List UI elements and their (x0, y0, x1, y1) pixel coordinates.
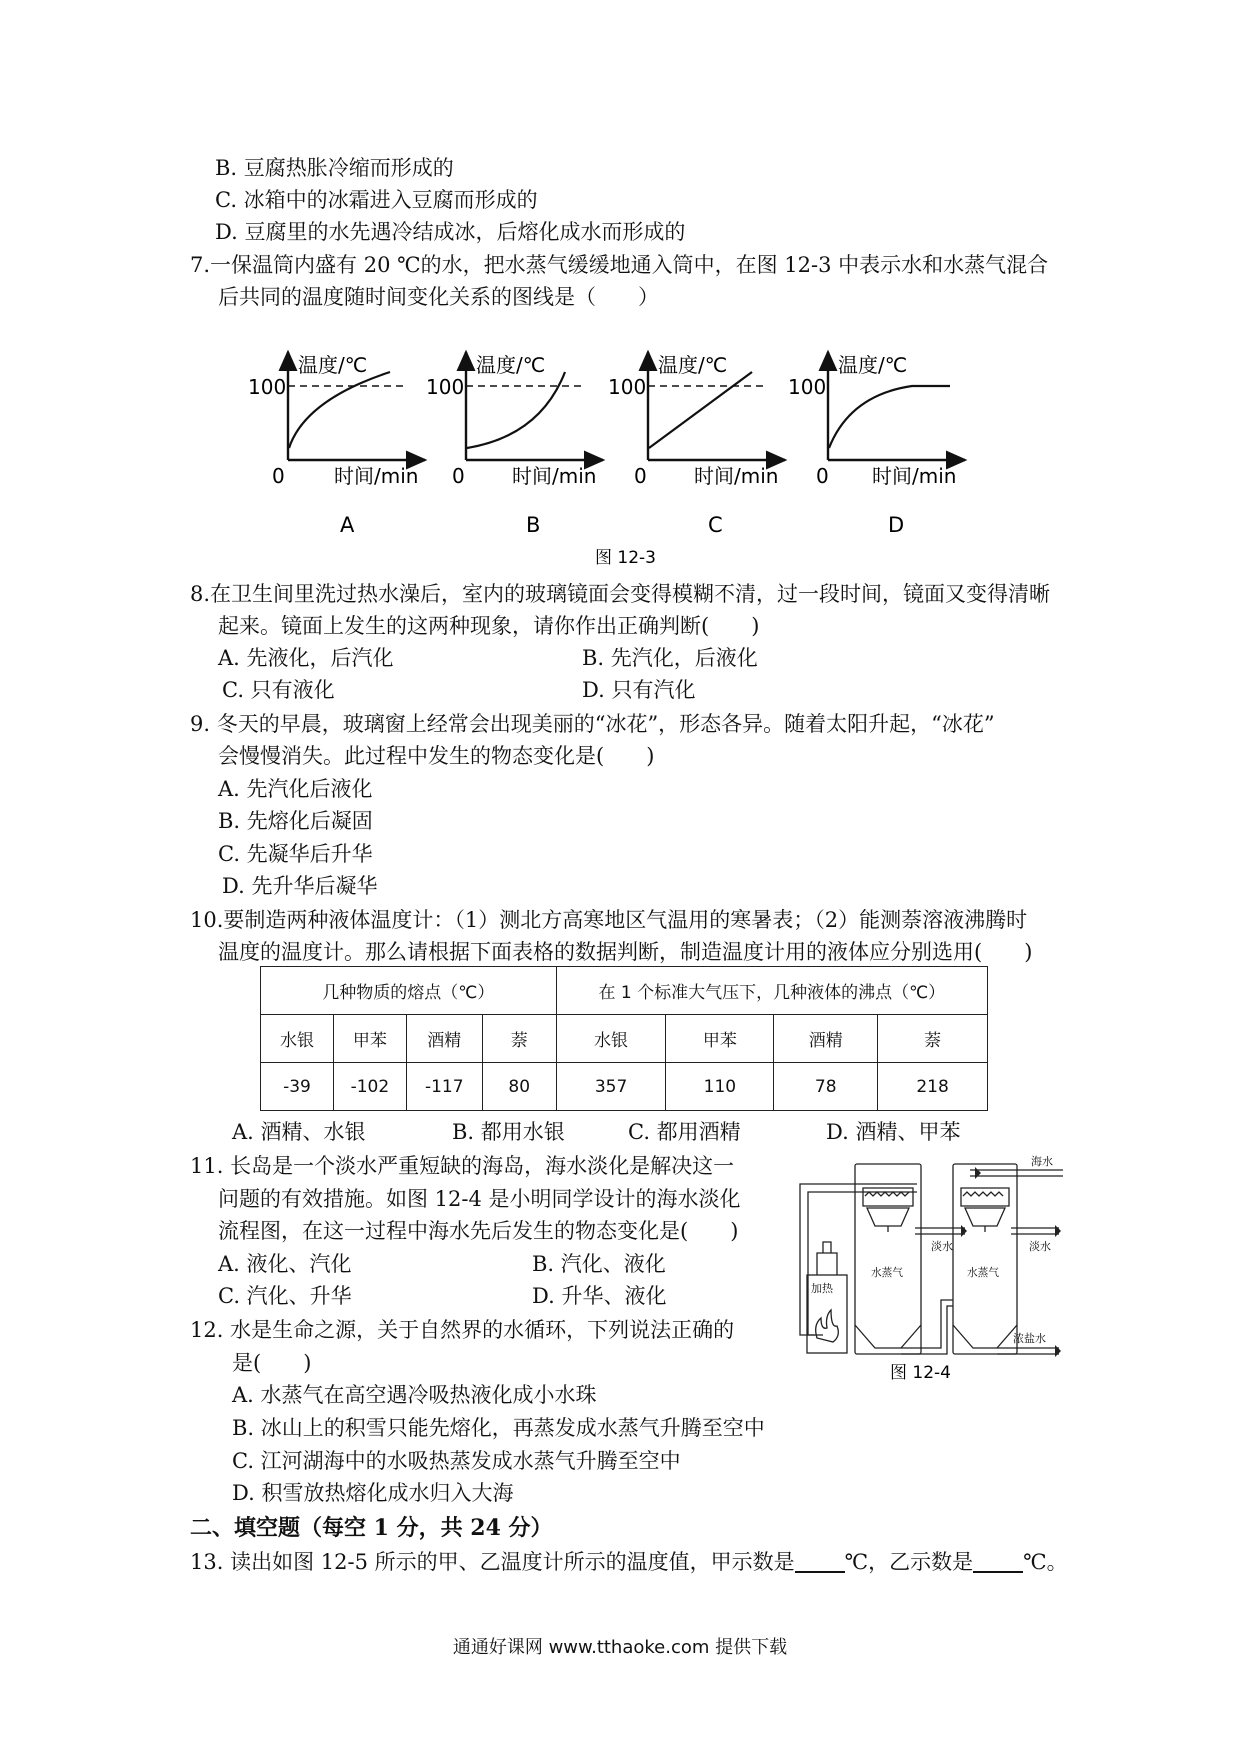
curve-d (829, 386, 950, 448)
q12-option-b: B. 冰山上的积雪只能先熔化，再蒸发成水蒸气升腾至空中 (232, 1416, 765, 1440)
panel-label-d: D (888, 513, 905, 537)
table-cell: 甲苯 (666, 1015, 774, 1063)
panel-label-b: B (526, 513, 541, 537)
melting-boiling-table (260, 966, 988, 1111)
q12-stem-line2: 是( ) (232, 1351, 312, 1375)
q8-stem-line2: 起来。镜面上发生的这两种现象，请你作出正确判断( ) (218, 614, 760, 638)
label-steam-1: 水蒸气 (871, 1266, 904, 1279)
label-seawater: 海水 (1031, 1155, 1053, 1168)
q11-option-d: D. 升华、液化 (532, 1284, 667, 1308)
evaporator-2 (953, 1164, 1017, 1354)
table-cell: -39 (261, 1063, 334, 1111)
table-cell: 78 (774, 1063, 878, 1111)
origin-d: 0 (816, 464, 829, 488)
label-steam-2: 水蒸气 (967, 1266, 1000, 1279)
graph-panel-a (248, 352, 425, 537)
q12-option-a: A. 水蒸气在高空遇冷吸热液化成小水珠 (232, 1383, 597, 1407)
q6-option-c: C. 冰箱中的冰霜进入豆腐而形成的 (215, 188, 538, 212)
figure-12-3-caption: 图 12-3 (595, 548, 656, 568)
table-cell: 萘 (482, 1015, 556, 1063)
figure-12-3 (0, 0, 1240, 568)
panel-label-a: A (340, 513, 355, 537)
xlabel-c: 时间/min (694, 464, 779, 488)
q8-option-d: D. 只有汽化 (582, 678, 696, 702)
table-cell: 357 (556, 1063, 666, 1111)
table-cell: 水银 (261, 1015, 334, 1063)
q12-option-c: C. 江河湖海中的水吸热蒸发成水蒸气升腾至空中 (232, 1449, 681, 1473)
ylabel-c: 温度/℃ (658, 353, 728, 377)
page-footer: 通通好课网 www.tthaoke.com 提供下载 (452, 1637, 788, 1658)
table-cell: 218 (878, 1063, 988, 1111)
table-cell: -102 (333, 1063, 406, 1111)
tick100-a: 100 (248, 375, 287, 399)
q12-stem-line1: 12. 水是生命之源，关于自然界的水循环，下列说法正确的 (190, 1318, 735, 1342)
q9-option-a: A. 先汽化后液化 (218, 777, 373, 801)
q10-stem-line1: 10.要制造两种液体温度计：（1）测北方高寒地区气温用的寒暑表；（2）能测萘溶液沸腾时 (190, 908, 1028, 932)
q13-blank-yi[interactable] (973, 1551, 1023, 1573)
curve-a (289, 372, 390, 448)
xlabel-a: 时间/min (334, 464, 419, 488)
origin-a: 0 (272, 464, 285, 488)
q9-option-c: C. 先凝华后升华 (218, 842, 373, 866)
q10-option-a: A. 酒精、水银 (232, 1120, 366, 1144)
table-header-row (261, 967, 988, 1015)
q13-stem (190, 1548, 1068, 1576)
header-boiling: 在 1 个标准大气压下，几种液体的沸点（℃） (556, 967, 987, 1015)
q10-option-c: C. 都用酒精 (628, 1120, 741, 1144)
q6-option-d: D. 豆腐里的水先遇冷结成冰，后熔化成水而形成的 (215, 220, 686, 244)
q11-stem-line1: 11. 长岛是一个淡水严重短缺的海岛，海水淡化是解决这一 (190, 1154, 735, 1178)
curve-c (649, 372, 752, 448)
q10-option-d: D. 酒精、甲苯 (826, 1120, 961, 1144)
q11-option-b: B. 汽化、液化 (532, 1252, 666, 1276)
table-cell: 110 (666, 1063, 774, 1111)
ylabel-d: 温度/℃ (838, 353, 908, 377)
label-freshwater-2: 淡水 (1029, 1240, 1051, 1253)
xlabel-b: 时间/min (512, 464, 597, 488)
table-row-values (261, 1063, 988, 1111)
q11-option-a: A. 液化、汽化 (218, 1252, 352, 1276)
origin-b: 0 (452, 464, 465, 488)
ylabel-a: 温度/℃ (298, 353, 368, 377)
figure-12-4 (795, 1150, 1065, 1380)
graph-panel-d (788, 352, 965, 537)
q7-stem-line1: 7.一保温筒内盛有 20 ℃的水，把水蒸气缓缓地通入筒中，在图 12-3 中表示水和水蒸气混合 (190, 253, 1049, 277)
header-melting: 几种物质的熔点（℃） (261, 967, 557, 1015)
label-brine: 浓盐水 (1013, 1332, 1046, 1345)
curve-b (467, 372, 565, 448)
q7-stem-line2: 后共同的温度随时间变化关系的图线是（ ） (218, 285, 659, 309)
q8-option-a: A. 先液化，后汽化 (218, 646, 394, 670)
table-cell: 酒精 (774, 1015, 878, 1063)
q8-stem-line1: 8.在卫生间里洗过热水澡后，室内的玻璃镜面会变得模糊不清，过一段时间，镜面又变得清晰 (190, 582, 1051, 606)
q13-text-c: ℃。 (1023, 1550, 1068, 1574)
label-heat: 加热 (811, 1282, 833, 1295)
figure-12-4-caption: 图 12-4 (890, 1363, 951, 1380)
graph-panel-c (608, 352, 785, 537)
q8-option-b: B. 先汽化，后液化 (582, 646, 758, 670)
table-cell: 酒精 (406, 1015, 482, 1063)
q11-stem-line2: 问题的有效措施。如图 12-4 是小明同学设计的海水淡化 (218, 1187, 741, 1211)
q11-option-c: C. 汽化、升华 (218, 1284, 352, 1308)
q10-option-b: B. 都用水银 (452, 1120, 565, 1144)
table-cell: -117 (406, 1063, 482, 1111)
ylabel-b: 温度/℃ (476, 353, 546, 377)
section-2-title: 二、填空题（每空 1 分，共 24 分） (190, 1515, 553, 1541)
xlabel-d: 时间/min (872, 464, 957, 488)
q13-blank-jia[interactable] (795, 1551, 845, 1573)
q9-stem-line2: 会慢慢消失。此过程中发生的物态变化是( ) (218, 744, 655, 768)
q13-text-b: ℃，乙示数是 (844, 1550, 974, 1574)
table-cell: 水银 (556, 1015, 666, 1063)
table-cell: 甲苯 (333, 1015, 406, 1063)
table-cell: 80 (482, 1063, 556, 1111)
q9-option-b: B. 先熔化后凝固 (218, 809, 373, 833)
q6-option-b: B. 豆腐热胀冷缩而形成的 (215, 156, 454, 180)
table-cell: 萘 (878, 1015, 988, 1063)
tick100-c: 100 (608, 375, 647, 399)
origin-c: 0 (634, 464, 647, 488)
table-row-names (261, 1015, 988, 1063)
q13-text-a: 13. 读出如图 12-5 所示的甲、乙温度计所示的温度值，甲示数是 (190, 1550, 795, 1574)
tick100-b: 100 (426, 375, 465, 399)
q11-stem-line3: 流程图，在这一过程中海水先后发生的物态变化是( ) (218, 1219, 739, 1243)
tick100-d: 100 (788, 375, 827, 399)
q10-stem-line2: 温度的温度计。那么请根据下面表格的数据判断，制造温度计用的液体应分别选用( ) (218, 940, 1033, 964)
q9-option-d: D. 先升华后凝华 (222, 874, 378, 898)
q12-option-d: D. 积雪放热熔化成水归入大海 (232, 1481, 514, 1505)
label-freshwater-1: 淡水 (931, 1240, 953, 1253)
q9-stem-line1: 9. 冬天的早晨，玻璃窗上经常会出现美丽的“冰花”，形态各异。随着太阳升起，“冰花” (190, 712, 995, 736)
q8-option-c: C. 只有液化 (222, 678, 335, 702)
panel-label-c: C (708, 513, 723, 537)
graph-panel-b (426, 352, 603, 537)
